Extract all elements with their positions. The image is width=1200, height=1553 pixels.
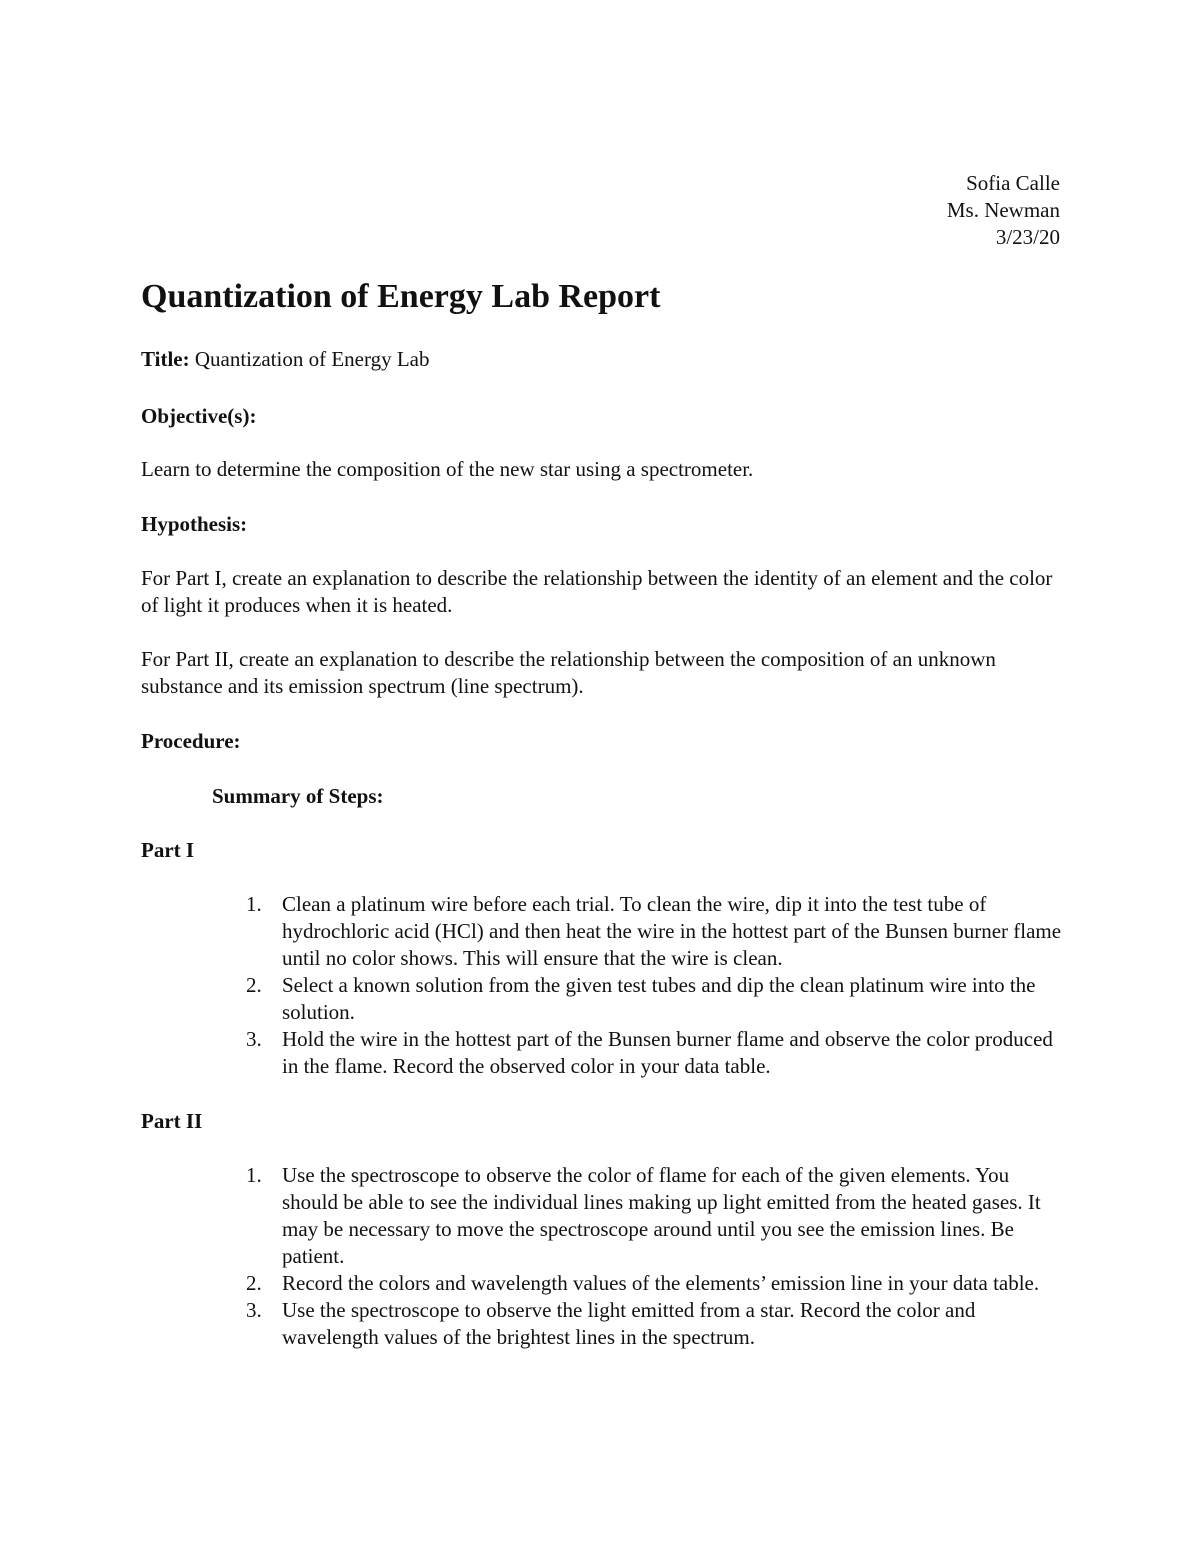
hypothesis-heading: Hypothesis: <box>141 512 248 536</box>
step-number: 3. <box>246 1298 262 1322</box>
list-item <box>0 1026 1062 1080</box>
objective-text: Learn to determine the composition of the new star using a spectrometer. <box>141 457 754 481</box>
list-item <box>0 891 1062 972</box>
list-item <box>0 1297 1062 1351</box>
title-line <box>141 346 429 373</box>
step-text: Select a known solution from the given test tubes and dip the clean platinum wire into the solution. <box>282 973 1036 1024</box>
document-title: Quantization of Energy Lab Report <box>141 278 661 315</box>
objective-heading: Objective(s): <box>141 404 257 428</box>
step-number: 2. <box>246 973 262 997</box>
step-text: Record the colors and wavelength values of the elements’ emission line in your data table. <box>282 1271 1040 1295</box>
procedure-heading: Procedure: <box>141 729 241 753</box>
step-text: Use the spectroscope to observe the light emitted from a star. Record the color and wavelength values of the brightest lines in the spectrum. <box>282 1298 976 1349</box>
part1-heading: Part I <box>141 838 195 862</box>
part2-steps-list <box>0 1162 1062 1351</box>
part1-steps-list <box>0 891 1062 1080</box>
list-item <box>0 1270 1062 1297</box>
title-value: Quantization of Energy Lab <box>194 347 430 371</box>
title-label: Title: <box>141 347 190 371</box>
part2-heading: Part II <box>141 1109 203 1133</box>
list-item <box>0 1162 1062 1270</box>
step-text: Hold the wire in the hottest part of the Bunsen burner flame and observe the color produced in the flame. Record the observed color in your data table. <box>282 1027 1053 1078</box>
student-name: Sofia Calle <box>966 171 1060 195</box>
step-number: 1. <box>246 892 262 916</box>
list-item <box>0 972 1062 1026</box>
step-number: 2. <box>246 1271 262 1295</box>
step-text: Use the spectroscope to observe the color of flame for each of the given elements. You should be able to see the individual lines making up light emitted from the heated gases. It may be necessary to move the spectroscope around until you see the emission lines. Be patient. <box>282 1163 1041 1268</box>
step-number: 1. <box>246 1163 262 1187</box>
hypothesis-paragraph-part1: For Part I, create an explanation to describe the relationship between the identity of an element and the color of light it produces when it is heated. <box>141 566 1053 617</box>
summary-of-steps-heading: Summary of Steps: <box>212 784 384 808</box>
hypothesis-paragraph-part2: For Part II, create an explanation to describe the relationship between the composition of an unknown substance and its emission spectrum (line spectrum). <box>141 647 996 698</box>
step-number: 3. <box>246 1027 262 1051</box>
step-text: Clean a platinum wire before each trial. To clean the wire, dip it into the test tube of hydrochloric acid (HCl) and then heat the wire in the hottest part of the Bunsen burner flame until no color shows. This will ensure that the wire is clean. <box>282 892 1062 970</box>
header-block <box>947 170 1060 251</box>
teacher-name: Ms. Newman <box>946 198 1060 222</box>
report-date: 3/23/20 <box>995 225 1060 249</box>
